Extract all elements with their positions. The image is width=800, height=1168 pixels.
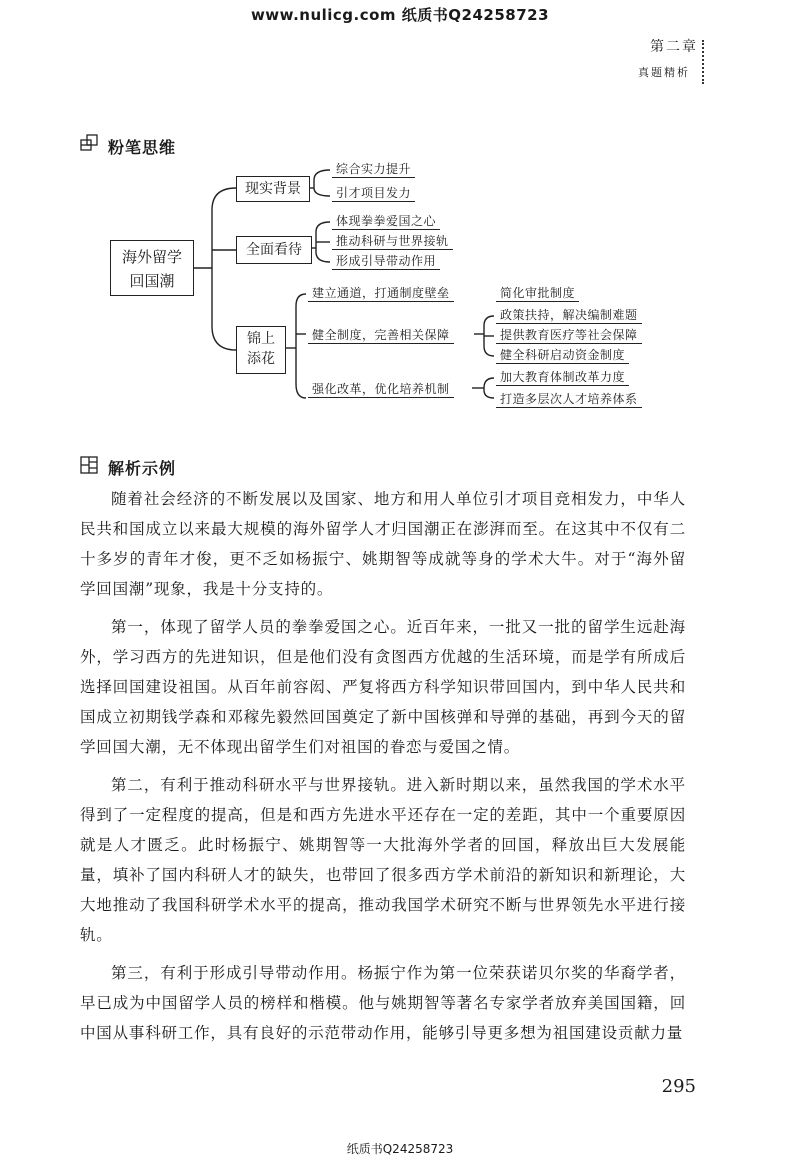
mindmap-root xyxy=(110,240,194,296)
mindmap-sub: 强化改革，优化培养机制 xyxy=(308,380,454,397)
grid-icon xyxy=(80,456,98,474)
analysis-section-icon xyxy=(80,456,98,478)
paragraph: 第二，有利于推动科研水平与世界接轨。进入新时期以来，虽然我国的学术水平得到了一定程度的提高，但是和西方先进水平还存在一定的差距，其中一个重要原因就是人才匮乏。此时杨振宁、姚期智等一大批海外学者的回国，释放出巨大发展能量，填补了国内科研人才的缺失，也带回了很多西方学术前沿的新知识和新理论，大大地推动了我国科研学术水平的提高，推动我国学术研究不断与世界领先水平进行接轨。 xyxy=(80,776,686,944)
branch-label: 现实背景 xyxy=(245,181,301,197)
mindmap-sub: 健全制度，完善相关保障 xyxy=(308,326,454,343)
footer-text: 纸质书Q24258723 xyxy=(346,1142,454,1156)
page-number: 295 xyxy=(661,1076,696,1097)
branch-label: 全面看待 xyxy=(246,242,302,258)
analysis-section-title: 解析示例 xyxy=(108,459,177,478)
mindmap-leaf: 加大教育体制改革力度 xyxy=(496,368,629,385)
mindmap-root-label: 海外留学回国潮 xyxy=(121,248,182,290)
branch-overview xyxy=(236,236,312,264)
mindmap-leaf: 形成引导带动作用 xyxy=(332,252,440,269)
mindmap-leaf: 综合实力提升 xyxy=(332,160,415,177)
mindmap-sub: 建立通道，打通制度壁垒 xyxy=(308,284,454,301)
mindmap-leaf: 打造多层次人才培养体系 xyxy=(496,390,642,407)
branch-label: 锦上添花 xyxy=(247,331,275,367)
mindmap-leaf: 简化审批制度 xyxy=(496,284,579,301)
mindmap-section-title: 粉笔思维 xyxy=(108,138,177,157)
mindmap-leaf: 提供教育医疗等社会保障 xyxy=(496,326,642,343)
paragraph: 随着社会经济的不断发展以及国家、地方和用人单位引才项目竞相发力，中华人民共和国成立以来最大规模的海外留学人才归国潮正在澎湃而至。在这其中不仅有二十多岁的青年才俊，更不乏如杨振宁、姚期智等成就等身的学术大牛。对于“海外留学回国潮”现象，我是十分支持的。 xyxy=(80,490,686,598)
header-url: www.nulicg.com 纸质书Q24258723 xyxy=(250,6,550,24)
paragraph: 第一，体现了留学人员的拳拳爱国之心。近百年来，一批又一批的留学生远赴海外，学习西方的先进知识，但是他们没有贪图西方优越的生活环境，而是学有所成后选择回国建设祖国。从百年前容闳、严复将西方科学知识带回国内，到中华人民共和国成立初期钱学森和邓稼先毅然回国奠定了新中国核弹和导弹的基础，再到今天的留学回国大潮，无不体现出留学生们对祖国的眷恋与爱国之情。 xyxy=(80,618,686,756)
mindmap-leaf: 政策扶持，解决编制难题 xyxy=(496,306,642,323)
analysis-body xyxy=(80,484,686,1056)
chapter-subtitle: 真题精析 xyxy=(638,66,690,79)
branch-background xyxy=(236,176,310,202)
mindmap-leaf: 健全科研启动资金制度 xyxy=(496,346,629,363)
chapter-title: 第二章 xyxy=(650,39,698,55)
branch-enhance xyxy=(236,326,286,374)
mindmap-leaf: 引才项目发力 xyxy=(332,184,415,201)
mindmap-leaf: 推动科研与世界接轨 xyxy=(332,232,453,249)
mindmap-leaf: 体现拳拳爱国之心 xyxy=(332,212,440,229)
paragraph: 第三，有利于形成引导带动作用。杨振宁作为第一位荣获诺贝尔奖的华裔学者，早已成为中国留学人员的榜样和楷模。他与姚期智等著名专家学者放弃美国国籍，回中国从事科研工作，具有良好的示范带动作用，能够引导更多想为祖国建设贡献力量 xyxy=(80,964,686,1042)
